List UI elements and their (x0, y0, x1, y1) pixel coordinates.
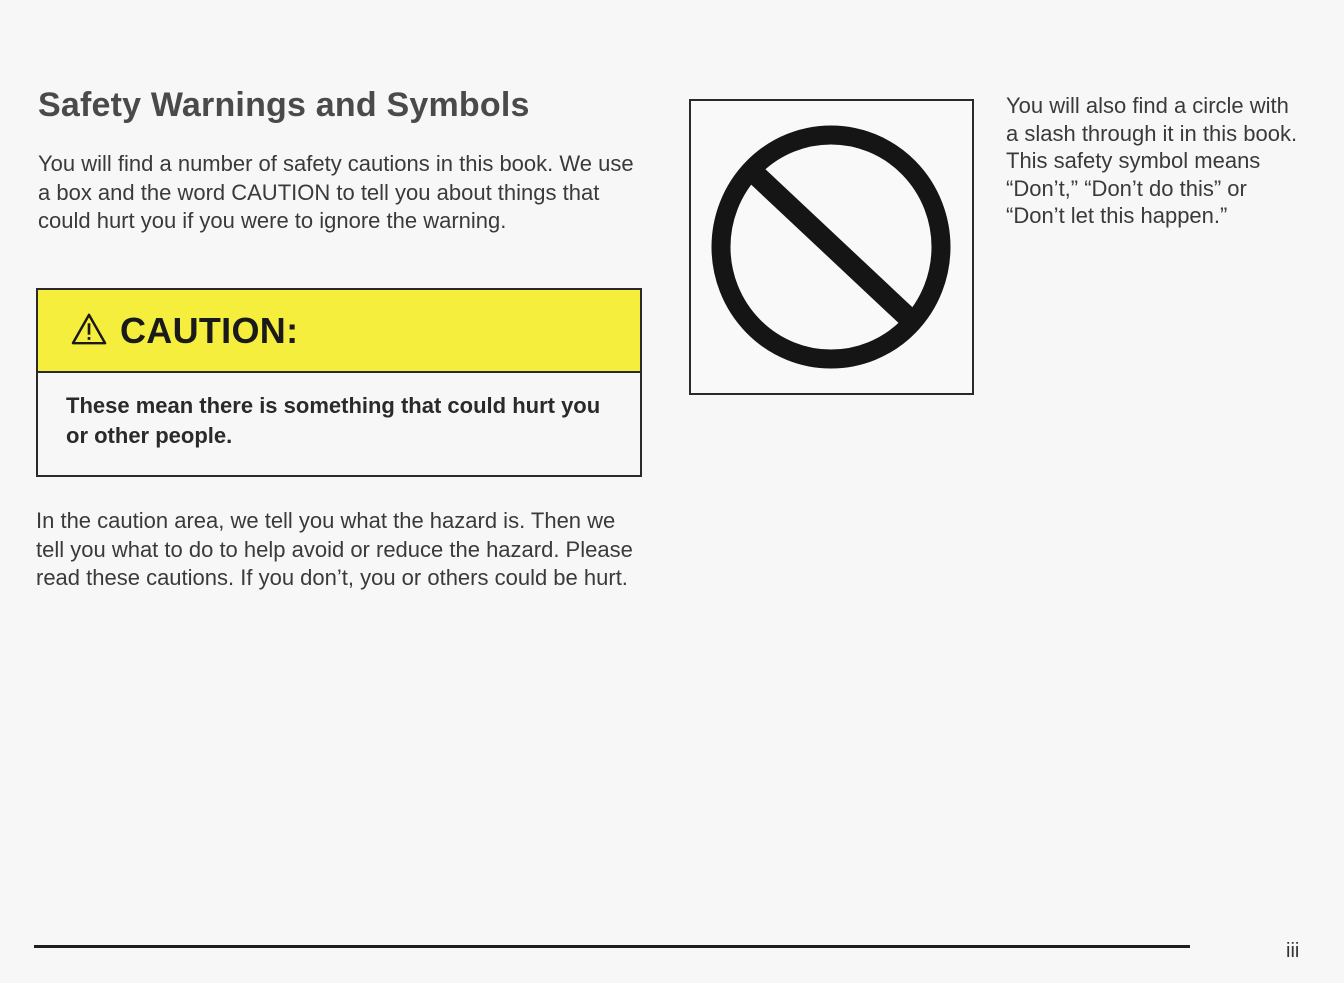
safety-symbol-frame (689, 99, 974, 395)
no-symbol-icon (705, 118, 957, 376)
caution-box (36, 288, 642, 477)
warning-triangle-icon (70, 312, 108, 346)
page-title: Safety Warnings and Symbols (38, 86, 530, 124)
caution-header (38, 290, 640, 373)
footer-rule (34, 945, 1190, 948)
intro-paragraph: You will find a number of safety cautions in this book. We use a box and the word CAUTION to tell you about things that could hurt you if you were to ignore the warning. (38, 151, 634, 233)
page-number: iii (1286, 940, 1300, 962)
slash-symbol-paragraph: You will also find a circle with a slash through it in this book. This safety symbol means “Don’t,” “Don’t do this” or “Don’t let this happen.” (1006, 93, 1298, 228)
hazard-paragraph: In the caution area, we tell you what the hazard is. Then we tell you what to do to help avoid or reduce the hazard. Please read these cautions. If you don’t, you or others could be hurt. (36, 508, 633, 590)
caution-body-text: These mean there is something that could hurt you or other people. (66, 393, 601, 448)
caution-label: CAUTION: (120, 309, 299, 351)
